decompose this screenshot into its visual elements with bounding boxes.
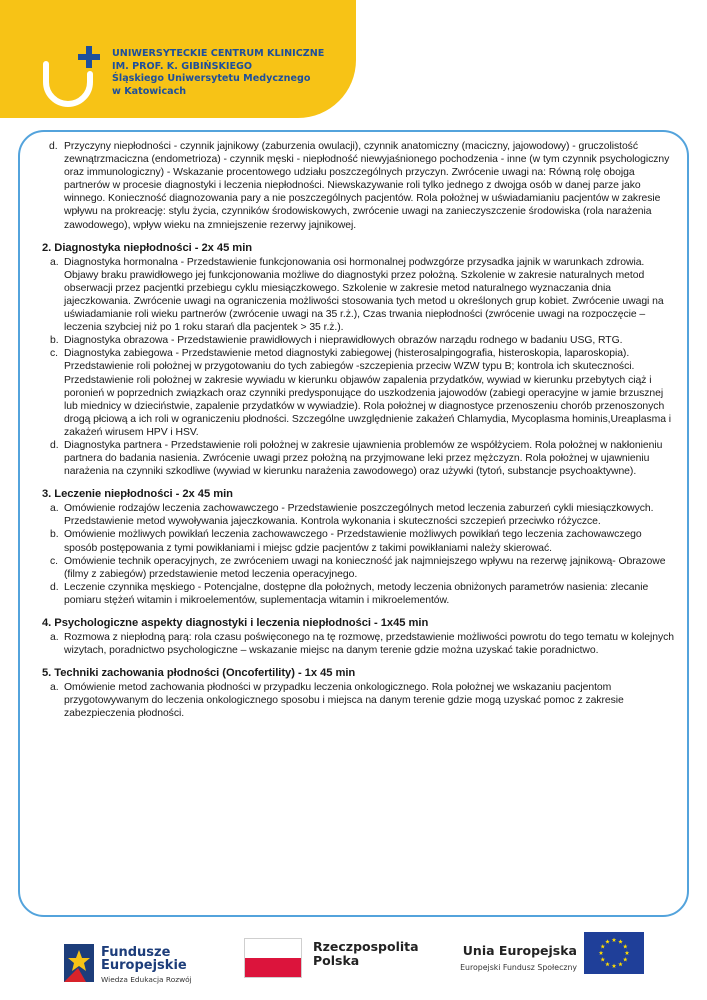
list-item xyxy=(42,256,676,335)
list-item xyxy=(42,334,676,347)
org-line: w Katowicach xyxy=(112,85,187,97)
eu-flag-icon xyxy=(584,932,644,974)
list-marker: d. xyxy=(49,141,58,152)
list-item xyxy=(42,439,676,478)
fe-title-line: Europejskie xyxy=(101,958,187,973)
list-marker: b. xyxy=(50,335,59,347)
list-item-text: Omówienie technik operacyjnych, ze zwróceniem uwagi na konieczność jak najmniejszego wpływu na rezerwę jajnikową- Obrazowe (filmy z zabiegów) przedstawienie metod leczenia operacyjnego. xyxy=(64,555,666,580)
list-item-text: Diagnostyka zabiegowa - Przedstawienie metod diagnostyki zabiegowej (histerosalpingografia, histeroskopia, laparoskopia). Przedstawienie roli położnej w przygotowaniu do tych zabiegów -szczepienia przeciw WZW typu B; kontrola ich skuteczności. Przedstawienie roli położnej w zakresie wywiadu w kierunku objawów zapalenia przydatków, wywiad w kierunku przebytych ciąż i poronień w poprzednich związkach oraz czynniki predysponujące do uszkodzenia jajowodów (zabiegi operacyjne w jamie brzusznej lub miednicy w dzieciństwie, zapalenie przydatków w wywiadzie). Rola położnej w diagnostyce przenoszeniu chorób przenoszonych drogą płciową a ich roli w ograniczeniu płodności. Szczególne uwzględnienie zakażeń Chlamydia, Mycoplasma hominis,Ureaplasma i zakażeń wirusem HPV i HSV. xyxy=(64,348,672,438)
document-body xyxy=(42,140,676,720)
section xyxy=(42,616,676,657)
section-heading: 2. Diagnostyka niepłodności - 2x 45 min xyxy=(42,241,253,254)
org-line: UNIWERSYTECKIE CENTRUM KLINICZNE xyxy=(112,48,325,59)
list-item-text: Przyczyny niepłodności - czynnik jajnikowy (zaburzenia owulacji), czynnik anatomiczny (maciczny, jajowodowy) - gruczolistość zewnątrzmaciczna (endometrioza) - czynnik męski - niepłodność niewyjaśnionego pochodzenia - inne (w tym czynnik psychologiczny oraz immunologiczny) - Wskazanie procentowego udziału poszczególnych przyczyn. Zwrócenie uwagi na: Równą rolę obojga partnerów w procesie diagnostyki i leczenia niepłodności. Niewskazywanie roli tylko jednego z dwojga osób w danej parze jako winnego. Konieczność diagnozowania pary a nie poszczególnych pacjentów. Rola położnej w uświadamianiu pacjentów w zakresie wpływu na prokreację: stylu życia, czynników środowiskowych, zwrócenie uwagi na zanieczyszczenie środowiska (rola narażenia zawodowego), wpływ wieku na zmniejszenie rezerwy jajnikowej. xyxy=(64,141,670,231)
european-funds-logo-text xyxy=(101,946,192,985)
list-marker: b. xyxy=(50,529,59,541)
list-item xyxy=(42,631,676,657)
list-item-text: Diagnostyka hormonalna - Przedstawienie funkcjonowania osi hormonalnej podwzgórze przysadka jajnik w warunkach zdrowia. Objawy braku prawidłowego jej funkcjonowania możliwe do diagnostyki przez położną. Szkolenie w zakresie naturalnych metod obserwacji przez pacjentki przebiegu cyklu miesiączkowego. Szkolenie w zakresie metod naturalnego wyznaczania dnia jajeczkowania. Zwrócenie uwagi na ograniczenia możliwości stosowania tych metod u określonych grup kobiet. Zwrócenie uwagi na uświadamianie roli wieku partnerów (zwrócenie uwagi na 35 r.ż.), Czas trwania niepłodności (zwrócenie uwagi na rozpoczęcie – leczenia szybciej niż po 1 roku starań dla pacjentek > 35 r.ż.). xyxy=(64,256,664,334)
list-item xyxy=(42,140,676,232)
list-item-text: Omówienie możliwych powikłań leczenia zachowawczego - Przedstawienie możliwych powikłań tego leczenia zachowawczego sposób postępowania z tymi powikłaniami i miejsc gdzie pacjentów z takimi powikłaniami należy skierować. xyxy=(64,529,642,554)
organization-name xyxy=(112,48,324,98)
list-item-text: Leczenie czynnika męskiego - Potencjalne, dostępne dla położnych, metody leczenia obniżonych parametrów nasienia: zlecanie pomiaru stężeń witamin i mikroelementów, suplementacja witamin i mikroelementów. xyxy=(64,581,649,606)
list-item-text: Rozmowa z niepłodną parą: rola czasu poświęconego na tę rozmowę, przedstawienie możliwości powrotu do tego tematu w kolejnych wizytach, poradnictwo psychologiczne – wskazanie miejsc na danym terenie gdzie można uzyskać takie poradnictwo. xyxy=(64,632,675,657)
list-marker: a. xyxy=(50,682,59,694)
list-item-text: Omówienie metod zachowania płodności w przypadku leczenia onkologicznego. Rola położnej we wskazaniu pacjentom przygotowywanym do leczenia onkologicznego sposobu i miejsca na danym terenie gdzie mogą uzyskać pomoc z zakresie zabezpieczenia płodności. xyxy=(64,682,624,720)
eu-logo-text xyxy=(460,944,577,973)
section xyxy=(42,487,676,607)
list-marker: a. xyxy=(50,256,59,268)
list-marker: c. xyxy=(50,555,58,567)
section-heading: 4. Psychologiczne aspekty diagnostyki i leczenia niepłodności - 1x45 min xyxy=(42,617,429,629)
section xyxy=(42,241,676,479)
european-funds-star-icon xyxy=(64,944,94,982)
list-item xyxy=(42,581,676,607)
section-heading: 3. Leczenie niepłodności - 2x 45 min xyxy=(42,488,233,501)
rp-line: Rzeczpospolita xyxy=(313,939,419,954)
header-banner xyxy=(0,0,356,118)
list-item xyxy=(42,502,676,528)
list-item-text: Diagnostyka obrazowa - Przedstawienie prawidłowych i nieprawidłowych obrazów narządu rodnego w badaniu USG, RTG. xyxy=(64,335,623,347)
list-marker: a. xyxy=(50,632,59,643)
eu-subtitle: Europejski Fundusz Społeczny xyxy=(460,963,577,972)
sections xyxy=(42,241,676,721)
list-marker: d. xyxy=(50,439,59,451)
org-line: IM. PROF. K. GIBIŃSKIEGO xyxy=(112,60,253,72)
list-item xyxy=(42,528,676,554)
ucksum-logo-icon xyxy=(36,44,106,114)
list-item xyxy=(42,555,676,581)
list-marker: a. xyxy=(50,503,59,515)
footer-logos xyxy=(0,922,707,1000)
org-line: Śląskiego Uniwersytetu Medycznego xyxy=(112,73,311,84)
fe-title-line: Fundusze xyxy=(101,945,171,960)
list-item-text: Diagnostyka partnera - Przedstawienie roli położnej w zakresie ujawnienia problemów ze współżyciem. Rola położnej w nakłonieniu partnera do badania nasienia. Zwrócenie uwagi przez położną na przyjmowane leki przez mężczyzn. Rola położnej w ujawnieniu narażenia na czynniki szkodliwe (wywiad w kierunku narażenia zawodowego) oraz używki (tytoń, substancje psychoaktywne). xyxy=(64,439,663,478)
section xyxy=(42,666,676,720)
rp-logo-text xyxy=(313,940,419,968)
section-heading: 5. Techniki zachowania płodności (Oncofertility) - 1x 45 min xyxy=(42,667,356,680)
list-marker: d. xyxy=(50,581,59,593)
list-item-text: Omówienie rodzajów leczenia zachowawczego - Przedstawienie poszczególnych metod leczenia zaburzeń cykli miesiączkowych. Przedstawienie metod wywoływania jajeczkowania. Kontrola wykonania i skuteczności szczepień przeciwko różyczce. xyxy=(64,503,654,528)
fe-subtitle: Wiedza Edukacja Rozwój xyxy=(101,975,192,984)
polish-flag-icon xyxy=(244,938,302,978)
list-item xyxy=(42,347,676,439)
list-item xyxy=(42,681,676,720)
eu-title: Unia Europejska xyxy=(462,943,577,958)
rp-line: Polska xyxy=(313,953,360,968)
list-marker: c. xyxy=(50,348,58,360)
